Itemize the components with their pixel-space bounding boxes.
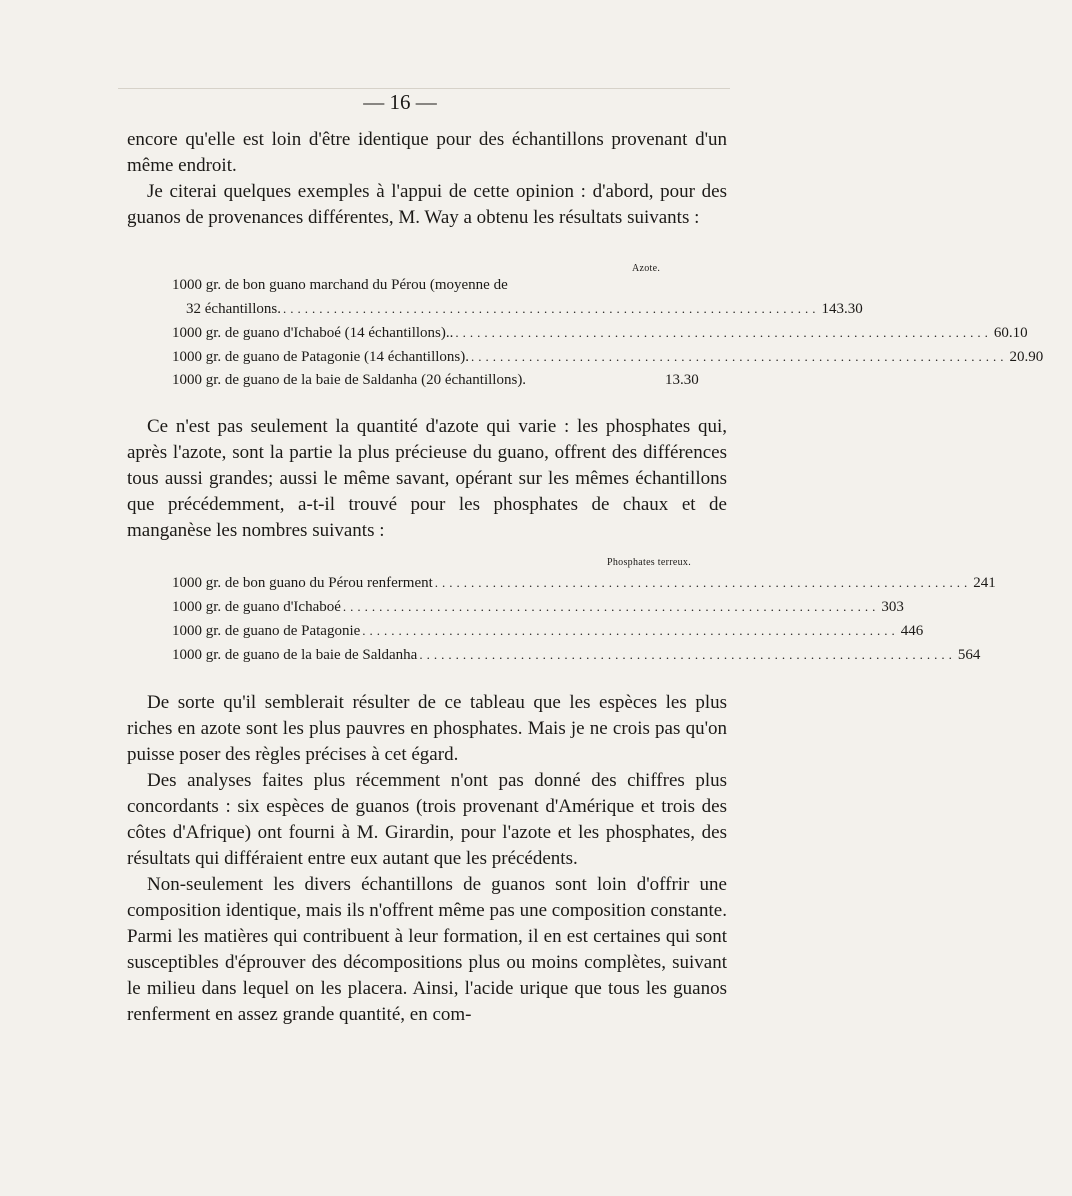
paragraph-1: encore qu'elle est loin d'être identique pour des échantillons provenant d'un même endroit. bbox=[127, 129, 727, 176]
paragraph-3: Ce n'est pas seulement la quantité d'azote qui varie : les phosphates qui, après l'azote, sont la partie la plus précieuse du guano, offrent des différences tous aussi grandes; aussi le même savant, opérant sur les mêmes échantillons que précédemment, a-t-il trouvé pour les phosphates de chaux et de manganèse les nombres suivants : bbox=[127, 416, 727, 541]
row-label: 1000 gr. de guano d'Ichaboé (14 échantillons).. bbox=[172, 325, 454, 341]
page-number: — 16 — bbox=[363, 90, 437, 114]
leader-dots: .......................................................................... bbox=[471, 349, 1008, 364]
row-value: 13.30 bbox=[665, 372, 699, 388]
table-row bbox=[172, 345, 1044, 369]
row-label: 1000 gr. de bon guano du Pérou renferment bbox=[172, 575, 433, 591]
leader-dots: .......................................................................... bbox=[342, 599, 880, 614]
row-value: 20.90 bbox=[1009, 349, 1044, 365]
table-row bbox=[172, 643, 981, 667]
table-2 bbox=[172, 571, 996, 667]
table-2-header: Phosphates terreux. bbox=[607, 557, 692, 568]
row-label: 1000 gr. de guano de Patagonie bbox=[172, 623, 361, 639]
row-value: 564 bbox=[957, 647, 981, 663]
row-label: 1000 gr. de guano de la baie de Saldanha (20 échantillons). bbox=[172, 372, 527, 388]
text-block-intro bbox=[127, 127, 727, 231]
row-value: 60.10 bbox=[993, 325, 1028, 341]
text-block-conclusion bbox=[127, 690, 727, 1028]
leader-dots: .......................................................................... bbox=[434, 575, 972, 590]
row-value: 446 bbox=[900, 623, 924, 639]
table-row bbox=[172, 321, 1028, 345]
row-value: 143.30 bbox=[821, 301, 863, 317]
leader-dots: .......................................................................... bbox=[362, 623, 899, 638]
leader-dots: .......................................................................... bbox=[282, 301, 820, 316]
table-row bbox=[172, 595, 904, 619]
paragraph-6: Non-seulement les divers échantillons de guanos sont loin d'offrir une composition identique, mais ils n'offrent même pas une composition constante. Parmi les matières qui contribuent à leur formation, il en est certaines qui sont susceptibles d'éprouver des décompositions plus ou moins complètes, suivant le milieu dans lequel on les placera. Ainsi, l'acide urique que tous les guanos renferment en assez grande quantité, en com- bbox=[127, 874, 727, 1025]
text-block-phosphates bbox=[127, 414, 727, 544]
row-label: 1000 gr. de guano de Patagonie (14 échantillons). bbox=[172, 349, 470, 365]
row-label: 1000 gr. de bon guano marchand du Pérou (moyenne de bbox=[172, 277, 508, 293]
table-1-header: Azote. bbox=[632, 263, 661, 274]
paragraph-2: Je citerai quelques exemples à l'appui de cette opinion : d'abord, pour des guanos de provenances différentes, M. Way a obtenu les résultats suivants : bbox=[127, 181, 727, 228]
table-1 bbox=[172, 274, 1044, 392]
paragraph-4: De sorte qu'il semblerait résulter de ce tableau que les espèces les plus riches en azote sont les plus pauvres en phosphates. Mais je ne crois pas qu'on puisse poser des règles précises à cet égard. bbox=[127, 692, 727, 765]
row-value: 241 bbox=[973, 575, 996, 591]
row-label: 32 échantillons. bbox=[186, 301, 281, 317]
leader-dots: .......................................................................... bbox=[419, 647, 956, 662]
table-row bbox=[172, 619, 924, 643]
table-row bbox=[172, 297, 863, 321]
row-label: 1000 gr. de guano de la baie de Saldanha bbox=[172, 647, 418, 663]
row-value: 303 bbox=[881, 599, 904, 615]
page-top-rule bbox=[118, 88, 730, 89]
row-label: 1000 gr. de guano d'Ichaboé bbox=[172, 599, 341, 615]
paragraph-5: Des analyses faites plus récemment n'ont pas donné des chiffres plus concordants : six espèces de guanos (trois provenant d'Amérique et trois des côtes d'Afrique) ont fourni à M. Girardin, pour l'azote et les phosphates, des résultats qui différaient entre eux autant que les précédents. bbox=[127, 770, 727, 869]
table-row bbox=[172, 274, 727, 297]
table-row bbox=[172, 571, 996, 595]
table-row bbox=[172, 369, 727, 392]
leader-dots: .......................................................................... bbox=[455, 325, 992, 340]
